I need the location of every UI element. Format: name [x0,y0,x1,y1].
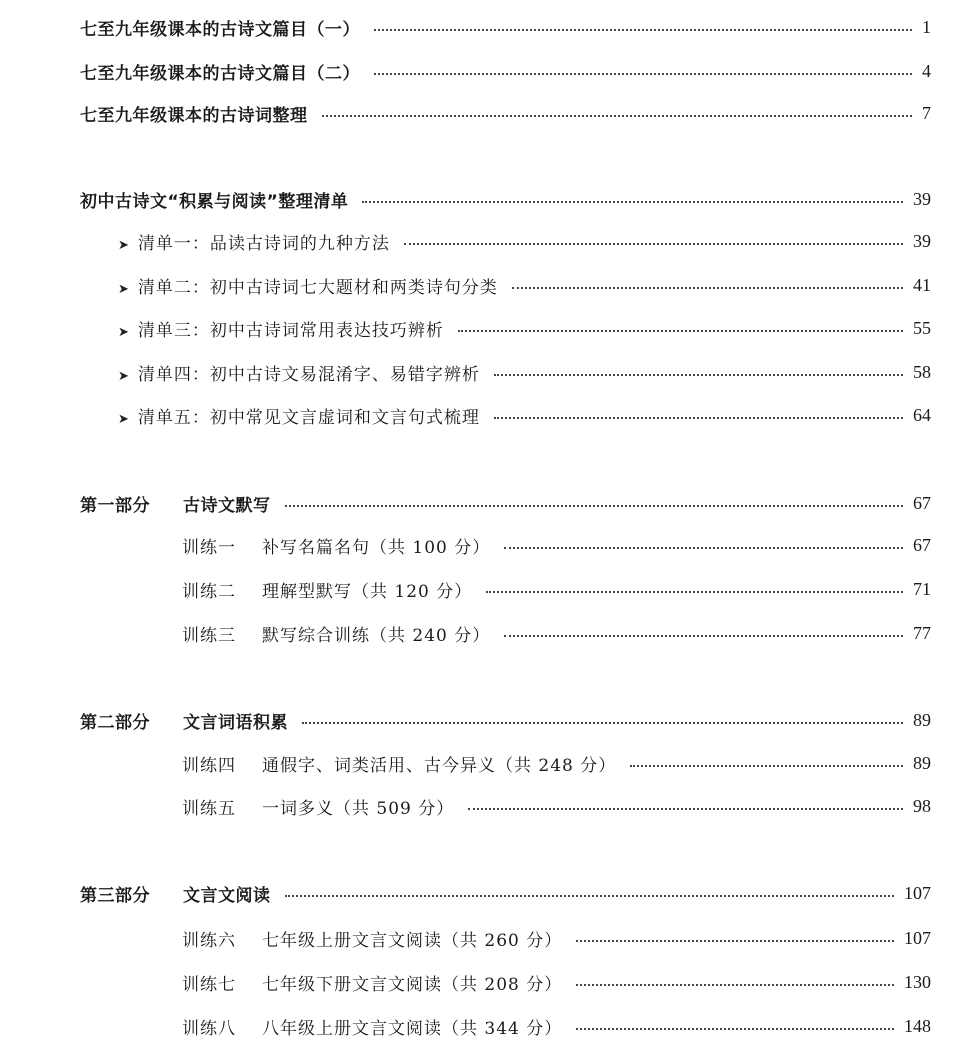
toc-entry-part-1[interactable] [80,488,931,518]
dot-leader [374,72,912,75]
training-label: 训练五 [182,798,236,819]
dot-leader [494,416,903,419]
toc-entry-checklist-3[interactable] [118,313,931,343]
page-number: 148 [904,1015,931,1036]
arrow-icon: ➤ [118,324,130,340]
entry-title: 通假字、词类活用、古今异义（共 248 分） [262,755,617,776]
toc-entry-part-3[interactable] [80,878,931,908]
toc-entry-training-5[interactable] [182,791,931,821]
training-label: 训练一 [182,537,236,558]
dot-leader [285,504,904,507]
arrow-icon: ➤ [118,368,130,384]
entry-label: 清单五： [137,407,210,428]
dot-leader [322,114,913,117]
toc-entry-training-3[interactable] [182,618,931,648]
entry-title: 初中古诗词七大题材和两类诗句分类 [209,277,498,298]
toc-entry-training-2[interactable] [182,574,931,604]
training-label: 训练三 [182,625,236,646]
dot-leader [458,329,903,332]
page-number: 107 [904,882,931,903]
page-number: 55 [913,317,931,338]
toc-entry-checklist-4[interactable] [118,357,931,387]
page-number: 107 [904,927,931,948]
toc-entry-training-1[interactable] [182,530,931,560]
page-number: 77 [913,622,931,643]
page-number: 71 [913,578,931,599]
training-label: 训练二 [182,581,236,602]
page-number: 67 [913,492,931,513]
toc-entry-training-6[interactable] [182,923,931,953]
page-number: 7 [922,102,931,123]
page-number: 1 [922,16,931,37]
dot-leader [362,200,903,203]
entry-title: 八年级上册文言文阅读（共 344 分） [262,1018,563,1039]
entry-label: 清单三： [137,320,210,341]
entry-title: 七至九年级课本的古诗文篇目（一） [80,19,360,40]
dot-leader [486,590,903,593]
entry-title: 文言文阅读 [183,885,271,906]
entry-title: 一词多义（共 509 分） [262,798,455,819]
arrow-icon: ➤ [118,281,130,297]
entry-label: 清单一： [137,233,210,254]
page-number: 67 [913,534,931,555]
training-label: 训练七 [182,974,236,995]
part-label: 第一部分 [80,495,150,516]
toc-entry-checklist-1[interactable] [118,226,931,256]
page-number: 89 [913,709,931,730]
entry-title: 初中常见文言虚词和文言句式梳理 [209,407,480,428]
arrow-icon: ➤ [118,411,130,427]
page-number: 64 [913,404,931,425]
page-number: 130 [904,971,931,992]
dot-leader [576,1027,894,1030]
page-number: 98 [913,795,931,816]
page-number: 39 [913,188,931,209]
toc-entry-intro-2[interactable] [80,56,931,86]
dot-leader [494,373,903,376]
entry-title: 理解型默写（共 120 分） [262,581,473,602]
entry-title: 初中古诗词常用表达技巧辨析 [209,320,444,341]
page-number: 39 [913,230,931,251]
dot-leader [630,764,903,767]
dot-leader [374,28,912,31]
arrow-icon: ➤ [118,237,130,253]
dot-leader [512,286,903,289]
toc-entry-training-7[interactable] [182,967,931,997]
dot-leader [504,546,903,549]
toc-entry-checklist-5[interactable] [118,400,931,430]
toc-entry-training-4[interactable] [182,748,931,778]
dot-leader [285,894,895,897]
entry-title: 初中古诗文易混淆字、易错字辨析 [209,364,480,385]
dot-leader [302,721,903,724]
page-number: 58 [913,361,931,382]
entry-title: 七年级上册文言文阅读（共 260 分） [262,930,563,951]
dot-leader [576,939,894,942]
entry-title: 品读古诗词的九种方法 [209,233,390,254]
part-label: 第三部分 [80,885,150,906]
entry-title: 补写名篇名句（共 100 分） [262,537,491,558]
toc-entry-part-2[interactable] [80,705,931,735]
entry-title: 文言词语积累 [183,712,288,733]
dot-leader [404,242,903,245]
page-number: 41 [913,274,931,295]
entry-title: 默写综合训练（共 240 分） [262,625,491,646]
dot-leader [468,807,903,810]
part-label: 第二部分 [80,712,150,733]
toc-entry-checklist-section[interactable] [80,184,931,214]
dot-leader [576,983,894,986]
toc-entry-training-8[interactable] [182,1011,931,1041]
entry-title: 七年级下册文言文阅读（共 208 分） [262,974,563,995]
entry-title: 七至九年级课本的古诗词整理 [80,105,308,126]
entry-label: 清单四： [137,364,210,385]
entry-title: 古诗文默写 [183,495,271,516]
dot-leader [504,634,903,637]
training-label: 训练八 [182,1018,236,1039]
toc-entry-checklist-2[interactable] [118,270,931,300]
entry-label: 清单二： [137,277,210,298]
toc-entry-intro-1[interactable] [80,12,931,42]
entry-title: 初中古诗文“积累与阅读”整理清单 [80,191,349,212]
page-number: 89 [913,752,931,773]
toc-entry-intro-3[interactable] [80,98,931,128]
training-label: 训练四 [182,755,236,776]
training-label: 训练六 [182,930,236,951]
page-number: 4 [922,60,931,81]
entry-title: 七至九年级课本的古诗文篇目（二） [80,63,360,84]
